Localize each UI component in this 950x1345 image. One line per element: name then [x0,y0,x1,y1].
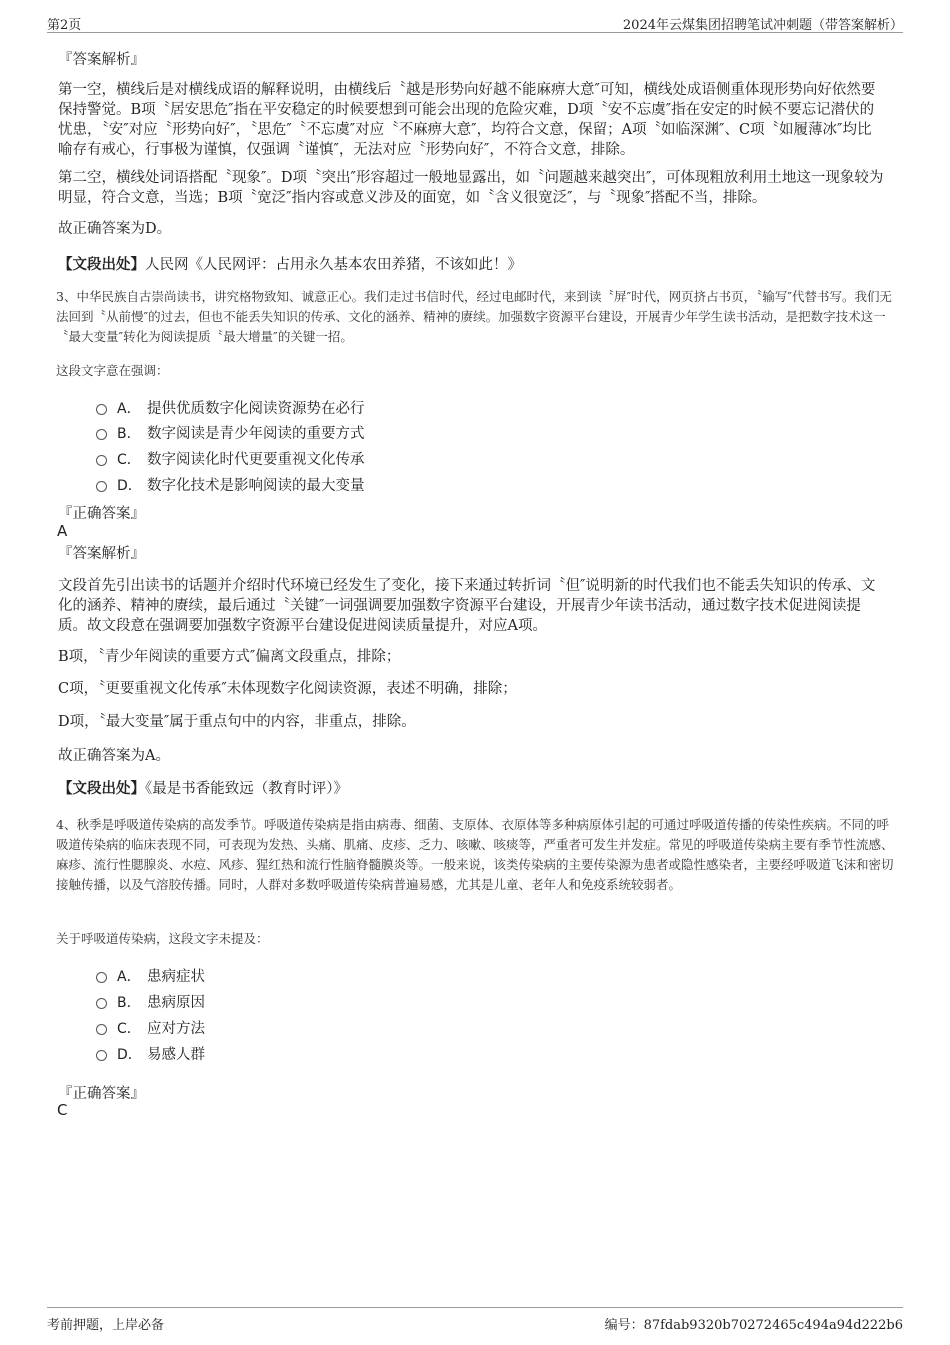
q2-source-label: 【文段出处】 [58,256,145,273]
option-text: 数字阅读是青少年阅读的重要方式 [147,426,365,442]
option-letter: D． [117,477,142,494]
q3-option-d[interactable] [96,474,365,495]
q4-stem: 4、秋季是呼吸道传染病的高发季节。呼吸道传染病是指由病毒、细菌、支原体、衣原体等多种病原体引起的可通过呼吸道传播的传染性疾病。不同的呼吸道传染病的临床表现不同，可表现为发热、头痛、肌痛、皮疹、乏力、咳嗽、咳痰等，严重者可发生并发症。常见的呼吸道传染病主要有季节性流感、麻疹、流行性腮腺炎、水痘、风疹、猩红热和流行性脑脊髓膜炎等。一般来说，该类传染病的主要传染源为患者或隐性感染者，主要经呼吸道飞沫和密切接触传播，以及气溶胶传播。同时，人群对多数呼吸道传染病普遍易感，尤其是儿童、老年人和免疫系统较弱者。 [56,817,894,892]
radio-icon[interactable] [96,1050,107,1061]
option-letter: A． [117,968,141,985]
page-header [47,12,903,33]
q3-stem: 3、中华民族自古崇尚读书，讲究格物致知、诚意正心。我们走过书信时代，经过电邮时代，来到读〝屏″时代，网页挤占书页，〝输写″代替书写。我们无法回到〝从前慢″的过去，但也不能丢失知识的传承、文化的涵养、精神的赓续。加强数字资源平台建设，开展青少年学生读书活动，是把数字技术这一〝最大变量″转化为阅读提质〝最大增量″的关键一招。 [56,289,893,344]
q3-source-text: 《最是书香能致远（教育时评）》 [145,781,348,797]
radio-icon[interactable] [96,429,107,440]
q4-answer: C [57,1101,68,1119]
radio-icon[interactable] [96,972,107,983]
q3-analysis-paragraph-4: D项，〝最大变量″属于重点句中的内容，非重点，排除。 [58,714,416,730]
page-footer [47,1307,903,1333]
q3-source [58,779,884,799]
option-letter: B． [117,994,141,1011]
option-text: 患病原因 [147,995,205,1011]
q4-question: 关于呼吸道传染病，这段文字未提及： [56,931,269,946]
q4-option-c[interactable] [96,1017,205,1038]
option-text: 应对方法 [147,1021,205,1037]
q3-analysis-paragraph-2: B项，〝青少年阅读的重要方式″偏离文段重点，排除； [58,649,401,665]
q3-option-a[interactable] [96,397,365,418]
radio-icon[interactable] [96,404,107,415]
q4-option-a[interactable] [96,965,205,986]
q2-analysis-label: 『答案解析』 [58,52,145,68]
q4-option-b[interactable] [96,991,205,1012]
option-text: 提供优质数字化阅读资源势在必行 [147,401,365,417]
q3-answer-label: 『正确答案』 [58,506,145,522]
option-letter: A． [117,400,141,417]
document-title: 2024年云煤集团招聘笔试冲刺题（带答案解析） [622,18,903,33]
q2-analysis-paragraph-2: 第二空，横线处词语搭配〝现象″。D项〝突出″形容超过一般地显露出，如〝问题越来越突出″，可体现粗放利用土地这一现象较为明显，符合文意，当选；B项〝宽泛″指内容或意义涉及的面宽，如〝含义很宽泛″，与〝现象″搭配不当，排除。 [58,170,884,206]
q3-analysis-paragraph-1: 文段首先引出读书的话题并介绍时代环境已经发生了变化，接下来通过转折词〝但″说明新的时代我们也不能丢失知识的传承、文化的涵养、精神的赓续，最后通过〝关键″一词强调要加强数字资源平台建设，开展青少年读书活动，通过数字技术促进阅读提质。故文段意在强调要加强数字资源平台建设促进阅读质量提升，对应A项。 [58,578,876,634]
option-letter: C． [117,1020,141,1037]
page-number: 第2页 [47,18,82,33]
q3-source-label: 【文段出处】 [58,780,145,797]
radio-icon[interactable] [96,455,107,466]
option-text: 数字化技术是影响阅读的最大变量 [147,478,365,494]
q2-conclusion: 故正确答案为D。 [58,221,172,237]
radio-icon[interactable] [96,1024,107,1035]
q2-analysis-paragraph-1: 第一空，横线后是对横线成语的解释说明，由横线后〝越是形势向好越不能麻痹大意″可知，横线处成语侧重体现形势向好依然要保持警觉。B项〝居安思危″指在平安稳定的时候要想到可能会出现的危险灾难，D项〝安不忘虞″指在安定的时候不要忘记潜伏的忧患，〝安″对应〝形势向好″，〝思危″〝不忘虞″对应〝不麻痹大意″，均符合文意，保留；A项〝如临深渊″、C项〝如履薄冰″均比喻存有戒心，行事极为谨慎，仅强调〝谨慎″，无法对应〝形势向好″，不符合文意，排除。 [58,82,876,158]
q3-answer: A [57,522,68,540]
radio-icon[interactable] [96,998,107,1009]
option-text: 易感人群 [147,1047,205,1063]
option-letter: C． [117,451,141,468]
option-letter: B． [117,425,141,442]
option-text: 数字阅读化时代更要重视文化传承 [147,452,365,468]
option-letter: D． [117,1046,142,1063]
footer-slogan: 考前押题，上岸必备 [47,1318,165,1333]
q2-source [58,255,884,275]
radio-icon[interactable] [96,481,107,492]
option-text: 患病症状 [147,969,205,985]
q3-option-b[interactable] [96,422,365,443]
q3-option-c[interactable] [96,448,365,469]
q4-answer-label: 『正确答案』 [58,1086,145,1102]
q3-question: 这段文字意在强调： [56,363,169,378]
q2-source-text: 人民网《人民网评：占用永久基本农田养猪，不该如此！》 [145,257,522,273]
q4-option-d[interactable] [96,1043,205,1064]
q3-conclusion: 故正确答案为A。 [58,748,170,764]
document-code: 编号：87fdab9320b70272465c494a94d222b6 [604,1318,903,1333]
q3-analysis-label: 『答案解析』 [58,546,145,562]
q3-analysis-paragraph-3: C项，〝更要重视文化传承″未体现数字化阅读资源，表述不明确，排除； [58,681,517,697]
